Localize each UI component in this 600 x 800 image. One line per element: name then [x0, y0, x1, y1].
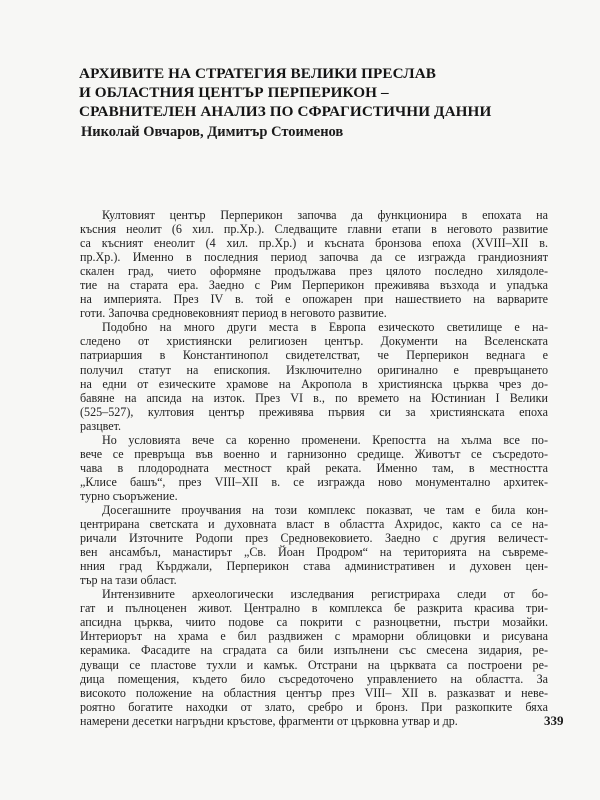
text-line: следено от християнски религиозен център. Документи на Вселенската	[80, 334, 548, 349]
text-line: получил статут на епископия. Изключително оригинално е превръщането	[80, 362, 548, 377]
text-line: пр.Хр.). Именно в последния период започва да се изгражда грандиозният	[80, 250, 548, 265]
text-line: ричали Източните Родопи през Средновековието. Заедно с другия величест-	[80, 531, 548, 546]
text-line: апсидна църква, чиито подове са покрити с разноцветни, пъстри мозайки.	[80, 615, 548, 630]
text-line: дуващи се пластове тухли и камък. Отстрани на църквата са построени ре-	[80, 657, 548, 672]
text-line: Подобно на много други места в Европа езическото светилище е на-	[102, 320, 548, 335]
text-line: високото положение на областния център през VIII– XII в. разказват и неве-	[80, 685, 548, 700]
text-line: на едни от езическите храмове на Акропола в християнска църква чрез до-	[80, 376, 548, 391]
text-line: тие на старата ера. Заедно с Рим Перперикон преживява възхода и упадъка	[80, 278, 548, 293]
text-line: са късният енеолит (4 хил. пр.Хр.) и късната бронзова епоха (XVIII–XII в.	[80, 236, 548, 251]
text-line: чава в плодородната местност край реката. Именно там, в местността	[80, 460, 548, 475]
text-line: готи. Започва средновековният период в неговото развитие.	[80, 306, 387, 321]
text-line: турно съоръжение.	[80, 488, 178, 503]
text-line: „Клисе башъ“, през VIII–XII в. се изгражда ново монументално архитек-	[80, 474, 548, 489]
text-line: бавяне на апсида на изток. През VI в., по времето на Юстиниан I Велики	[80, 390, 548, 405]
title-line: И ОБЛАСТНИЯ ЦЕНТЪР ПЕРПЕРИКОН –	[79, 84, 389, 101]
text-line: роятно богатите находки от злато, сребро и бронз. При разкопките бяха	[80, 699, 548, 714]
text-line: гат и пълноценен живот. Централно в комплекса бе разкрита красива три-	[80, 601, 548, 616]
text-line: (525–527), култовия център преживява първия си за християнската епоха	[80, 404, 548, 419]
text-line: скален град, чието оформяне продължава през цялото последно хилядоле-	[80, 264, 548, 279]
article-body	[80, 208, 548, 728]
text-line: Досегашните проучвания на този комплекс показват, че там е била кон-	[102, 502, 548, 517]
text-line: късния неолит (6 хил. пр.Хр.). Следващите главни етапи в неговото развитие	[80, 222, 548, 237]
text-line: разцвет.	[80, 418, 122, 433]
text-line: на империята. През IV в. той е опожарен при нашествието на варварите	[80, 292, 548, 307]
text-line: нния град Кърджали, Перперикон става административен и духовен цен-	[80, 559, 548, 574]
text-line: Но условията вече са коренно променени. Крепостта на хълма все по-	[102, 432, 548, 447]
text-line: керамика. Фасадите на сградата са били изпълнени със смесена зидария, ре-	[80, 643, 548, 658]
article-authors: Николай Овчаров, Димитър Стоименов	[81, 124, 344, 140]
text-line: патриаршия в Константинопол свидетелстват, че Перперикон веднага е	[80, 348, 548, 363]
text-line: центрирана светската и духовната власт в областта Ахридос, както са се на-	[80, 517, 548, 532]
text-line: Интериорът на храма е бил раздвижен с мраморни облицовки и рисувана	[80, 629, 548, 644]
article-title	[79, 64, 579, 121]
text-line: дица помещения, където било съсредоточено управлението на областта. За	[80, 671, 548, 686]
page-number: 339	[544, 713, 564, 728]
text-line: вече се превръща във военно и гарнизонно средище. Животът се съсредото-	[80, 446, 548, 461]
text-line: Култовият център Перперикон започва да функционира в епохата на	[102, 208, 548, 222]
text-line: вен ансамбъл, манастирът „Св. Йоан Продром“ на територията на съвреме-	[80, 545, 548, 560]
title-line: СРАВНИТЕЛЕН АНАЛИЗ ПО СФРАГИСТИЧНИ ДАННИ	[79, 103, 492, 120]
text-line: тър на тази област.	[80, 573, 177, 588]
text-line: намерени десетки нагръдни кръстове, фрагменти от църковна утвар и др.	[80, 713, 458, 728]
text-line: Интензивните археологически изследвания регистрираха следи от бо-	[102, 587, 548, 602]
title-line: АРХИВИТЕ НА СТРАТЕГИЯ ВЕЛИКИ ПРЕСЛАВ	[79, 65, 436, 82]
